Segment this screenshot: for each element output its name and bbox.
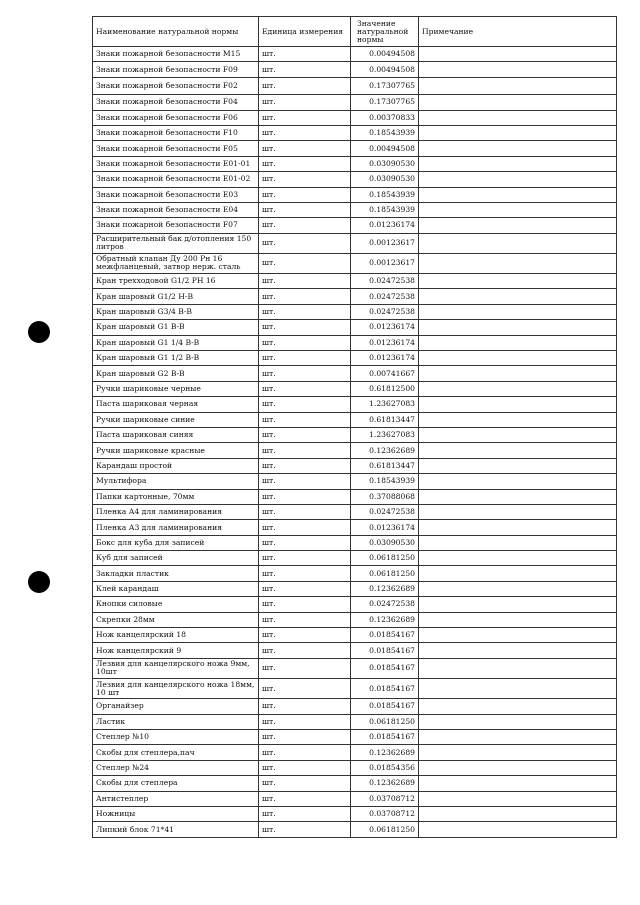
cell-value: 0.01236174 [351, 335, 419, 350]
cell-name: Кнопки силовые [93, 597, 259, 612]
table-row [93, 791, 617, 806]
table-row [93, 520, 617, 535]
cell-unit: шт. [259, 412, 351, 427]
cell-value: 0.12362689 [351, 745, 419, 760]
table-row [93, 822, 617, 837]
table-row [93, 489, 617, 504]
cell-name: Степлер №10 [93, 729, 259, 744]
cell-unit: шт. [259, 535, 351, 550]
cell-value: 0.01854167 [351, 658, 419, 678]
cell-note [419, 806, 617, 821]
cell-note [419, 658, 617, 678]
cell-note [419, 412, 617, 427]
norms-table-container [92, 16, 617, 838]
cell-note [419, 520, 617, 535]
cell-value: 0.06181250 [351, 566, 419, 581]
cell-name: Знаки пожарной безопасности E01-01 [93, 156, 259, 171]
table-row [93, 47, 617, 62]
header-value: Значение натуральной нормы [351, 17, 419, 47]
cell-unit: шт. [259, 474, 351, 489]
cell-name: Степлер №24 [93, 760, 259, 775]
cell-note [419, 628, 617, 643]
cell-name: Куб для записей [93, 551, 259, 566]
table-row [93, 172, 617, 187]
cell-note [419, 77, 617, 94]
cell-unit: шт. [259, 566, 351, 581]
cell-unit: шт. [259, 643, 351, 658]
cell-note [419, 760, 617, 775]
table-row [93, 699, 617, 714]
cell-note [419, 95, 617, 110]
cell-note [419, 474, 617, 489]
cell-value: 0.12362689 [351, 776, 419, 791]
cell-unit: шт. [259, 397, 351, 412]
cell-unit: шт. [259, 714, 351, 729]
cell-value: 0.03708712 [351, 806, 419, 821]
cell-unit: шт. [259, 233, 351, 253]
cell-name: Мультифора [93, 474, 259, 489]
cell-note [419, 397, 617, 412]
cell-unit: шт. [259, 218, 351, 233]
cell-note [419, 535, 617, 550]
cell-note [419, 822, 617, 837]
cell-note [419, 714, 617, 729]
cell-note [419, 304, 617, 319]
cell-unit: шт. [259, 520, 351, 535]
cell-name: Знаки пожарной безопасности F04 [93, 95, 259, 110]
table-row [93, 218, 617, 233]
table-row [93, 95, 617, 110]
cell-note [419, 381, 617, 396]
cell-value: 0.03090530 [351, 172, 419, 187]
cell-note [419, 187, 617, 202]
cell-unit: шт. [259, 304, 351, 319]
cell-value: 0.12362689 [351, 443, 419, 458]
cell-note [419, 729, 617, 744]
cell-unit: шт. [259, 381, 351, 396]
table-row [93, 320, 617, 335]
cell-name: Антистеплер [93, 791, 259, 806]
cell-name: Клей карандаш [93, 581, 259, 596]
table-row [93, 443, 617, 458]
table-row [93, 776, 617, 791]
cell-unit: шт. [259, 551, 351, 566]
cell-note [419, 427, 617, 442]
cell-name: Нож канцелярский 9 [93, 643, 259, 658]
table-header-row [93, 17, 617, 47]
cell-note [419, 156, 617, 171]
table-row [93, 77, 617, 94]
table-row [93, 351, 617, 366]
cell-value: 0.00494508 [351, 141, 419, 156]
table-row [93, 253, 617, 273]
cell-value: 0.12362689 [351, 612, 419, 627]
table-row [93, 412, 617, 427]
cell-unit: шт. [259, 729, 351, 744]
table-row [93, 628, 617, 643]
cell-unit: шт. [259, 320, 351, 335]
cell-name: Нож канцелярский 18 [93, 628, 259, 643]
cell-value: 0.61813447 [351, 458, 419, 473]
cell-unit: шт. [259, 597, 351, 612]
table-row [93, 274, 617, 289]
cell-name: Знаки пожарной безопасности М15 [93, 47, 259, 62]
cell-name: Знаки пожарной безопасности F02 [93, 77, 259, 94]
table-row [93, 187, 617, 202]
cell-name: Знаки пожарной безопасности F06 [93, 110, 259, 125]
cell-value: 0.17307765 [351, 95, 419, 110]
table-row [93, 427, 617, 442]
cell-note [419, 679, 617, 699]
cell-value: 0.01854356 [351, 760, 419, 775]
cell-value: 0.01236174 [351, 320, 419, 335]
cell-name: Кран трехходовой G1/2 PH 16 [93, 274, 259, 289]
cell-name: Ручки шариковые синие [93, 412, 259, 427]
cell-name: Кран шаровый G1 1/4 В-В [93, 335, 259, 350]
cell-name: Ручки шариковые красные [93, 443, 259, 458]
table-row [93, 597, 617, 612]
table-row [93, 304, 617, 319]
cell-note [419, 458, 617, 473]
cell-value: 0.03090530 [351, 156, 419, 171]
cell-note [419, 443, 617, 458]
header-name: Наименование натуральной нормы [93, 17, 259, 47]
cell-name: Ластик [93, 714, 259, 729]
cell-unit: шт. [259, 458, 351, 473]
cell-value: 0.02472538 [351, 274, 419, 289]
table-row [93, 643, 617, 658]
cell-unit: шт. [259, 791, 351, 806]
cell-unit: шт. [259, 504, 351, 519]
cell-unit: шт. [259, 760, 351, 775]
cell-value: 0.03708712 [351, 791, 419, 806]
cell-unit: шт. [259, 289, 351, 304]
cell-name: Кран шаровый G2 В-В [93, 366, 259, 381]
table-row [93, 535, 617, 550]
cell-unit: шт. [259, 822, 351, 837]
table-row [93, 745, 617, 760]
cell-value: 0.02472538 [351, 304, 419, 319]
table-row [93, 806, 617, 821]
table-row [93, 474, 617, 489]
cell-value: 0.01236174 [351, 520, 419, 535]
cell-name: Расширительный бак д/отопления 150 литров [93, 233, 259, 253]
cell-value: 0.02472538 [351, 289, 419, 304]
cell-value: 0.00494508 [351, 62, 419, 77]
cell-value: 0.61813447 [351, 412, 419, 427]
cell-unit: шт. [259, 658, 351, 678]
cell-unit: шт. [259, 443, 351, 458]
cell-unit: шт. [259, 427, 351, 442]
cell-unit: шт. [259, 274, 351, 289]
table-row [93, 289, 617, 304]
cell-name: Паста шариковая черная [93, 397, 259, 412]
cell-value: 0.37088068 [351, 489, 419, 504]
cell-name: Кран шаровый G1/2 Н-В [93, 289, 259, 304]
cell-unit: шт. [259, 95, 351, 110]
table-row [93, 335, 617, 350]
cell-value: 0.00741667 [351, 366, 419, 381]
table-row [93, 729, 617, 744]
header-note: Примечание [419, 17, 617, 47]
cell-name: Скобы для степлера,пач [93, 745, 259, 760]
cell-value: 0.00123617 [351, 233, 419, 253]
cell-name: Лезвия для канцелярского ножа 9мм, 10шт [93, 658, 259, 678]
cell-unit: шт. [259, 612, 351, 627]
cell-value: 0.00123617 [351, 253, 419, 273]
cell-note [419, 335, 617, 350]
cell-value: 0.01854167 [351, 699, 419, 714]
cell-value: 0.61812500 [351, 381, 419, 396]
cell-value: 0.00494508 [351, 47, 419, 62]
cell-value: 0.02472538 [351, 597, 419, 612]
table-row [93, 658, 617, 678]
cell-unit: шт. [259, 776, 351, 791]
cell-note [419, 699, 617, 714]
cell-value: 0.01854167 [351, 628, 419, 643]
cell-value: 0.06181250 [351, 714, 419, 729]
cell-unit: шт. [259, 335, 351, 350]
table-row [93, 397, 617, 412]
table-row [93, 760, 617, 775]
cell-name: Ножницы [93, 806, 259, 821]
cell-value: 0.18543939 [351, 474, 419, 489]
cell-note [419, 202, 617, 217]
cell-note [419, 366, 617, 381]
punch-hole-top [28, 321, 50, 343]
cell-note [419, 62, 617, 77]
cell-name: Паста шариковая синяя [93, 427, 259, 442]
table-row [93, 125, 617, 140]
table-row [93, 202, 617, 217]
cell-unit: шт. [259, 47, 351, 62]
cell-unit: шт. [259, 110, 351, 125]
cell-name: Кран шаровый G1 В-В [93, 320, 259, 335]
cell-note [419, 566, 617, 581]
cell-name: Липкий блок 71*41 [93, 822, 259, 837]
cell-unit: шт. [259, 172, 351, 187]
cell-value: 0.18543939 [351, 125, 419, 140]
cell-name: Скрепки 28мм [93, 612, 259, 627]
cell-name: Кран шаровый G1 1/2 В-В [93, 351, 259, 366]
table-row [93, 141, 617, 156]
cell-unit: шт. [259, 745, 351, 760]
table-row [93, 458, 617, 473]
cell-note [419, 489, 617, 504]
table-row [93, 62, 617, 77]
cell-name: Знаки пожарной безопасности F07 [93, 218, 259, 233]
table-row [93, 566, 617, 581]
cell-unit: шт. [259, 202, 351, 217]
cell-name: Обратный клапан Ду 200 Рн 16 межфланцевый, затвор нерж. сталь [93, 253, 259, 273]
cell-unit: шт. [259, 156, 351, 171]
cell-note [419, 141, 617, 156]
table-row [93, 156, 617, 171]
cell-value: 0.01236174 [351, 351, 419, 366]
cell-note [419, 551, 617, 566]
cell-name: Органайзер [93, 699, 259, 714]
cell-note [419, 612, 617, 627]
table-row [93, 110, 617, 125]
cell-note [419, 110, 617, 125]
cell-value: 0.01854167 [351, 729, 419, 744]
cell-note [419, 125, 617, 140]
cell-unit: шт. [259, 351, 351, 366]
cell-value: 0.03090530 [351, 535, 419, 550]
cell-unit: шт. [259, 253, 351, 273]
cell-name: Пленка А3 для ламинирования [93, 520, 259, 535]
table-row [93, 233, 617, 253]
cell-name: Знаки пожарной безопасности E03 [93, 187, 259, 202]
cell-name: Знаки пожарной безопасности E01-02 [93, 172, 259, 187]
cell-value: 0.01854167 [351, 643, 419, 658]
cell-name: Карандаш простой [93, 458, 259, 473]
cell-value: 0.17307765 [351, 77, 419, 94]
cell-unit: шт. [259, 581, 351, 596]
table-row [93, 612, 617, 627]
table-row [93, 504, 617, 519]
cell-unit: шт. [259, 489, 351, 504]
cell-value: 0.12362689 [351, 581, 419, 596]
cell-name: Знаки пожарной безопасности F05 [93, 141, 259, 156]
table-row [93, 679, 617, 699]
cell-value: 0.00370833 [351, 110, 419, 125]
cell-unit: шт. [259, 62, 351, 77]
table-row [93, 714, 617, 729]
cell-value: 0.01854167 [351, 679, 419, 699]
cell-note [419, 289, 617, 304]
table-row [93, 381, 617, 396]
cell-name: Папки картонные, 70мм [93, 489, 259, 504]
cell-name: Пленка А4 для ламинирования [93, 504, 259, 519]
cell-name: Кран шаровый G3/4 В-В [93, 304, 259, 319]
cell-value: 1.23627083 [351, 427, 419, 442]
cell-note [419, 253, 617, 273]
cell-unit: шт. [259, 699, 351, 714]
cell-unit: шт. [259, 628, 351, 643]
cell-note [419, 47, 617, 62]
cell-unit: шт. [259, 77, 351, 94]
cell-unit: шт. [259, 141, 351, 156]
cell-unit: шт. [259, 806, 351, 821]
cell-name: Лезвия для канцелярского ножа 18мм, 10 шт [93, 679, 259, 699]
cell-value: 0.06181250 [351, 551, 419, 566]
table-row [93, 366, 617, 381]
cell-note [419, 581, 617, 596]
cell-value: 0.02472538 [351, 504, 419, 519]
cell-note [419, 274, 617, 289]
cell-note [419, 597, 617, 612]
norms-table [92, 16, 617, 838]
cell-unit: шт. [259, 187, 351, 202]
cell-name: Знаки пожарной безопасности F10 [93, 125, 259, 140]
header-unit: Единица измерения [259, 17, 351, 47]
cell-note [419, 320, 617, 335]
cell-note [419, 776, 617, 791]
cell-name: Скобы для степлера [93, 776, 259, 791]
punch-hole-bottom [28, 571, 50, 593]
cell-note [419, 351, 617, 366]
cell-value: 0.18543939 [351, 202, 419, 217]
cell-name: Закладки пластик [93, 566, 259, 581]
cell-note [419, 643, 617, 658]
cell-note [419, 218, 617, 233]
cell-note [419, 233, 617, 253]
table-row [93, 581, 617, 596]
cell-value: 0.06181250 [351, 822, 419, 837]
cell-unit: шт. [259, 125, 351, 140]
table-row [93, 551, 617, 566]
cell-unit: шт. [259, 679, 351, 699]
cell-name: Бокс для куба для записей [93, 535, 259, 550]
cell-name: Знаки пожарной безопасности E04 [93, 202, 259, 217]
cell-value: 0.01236174 [351, 218, 419, 233]
cell-note [419, 172, 617, 187]
cell-unit: шт. [259, 366, 351, 381]
cell-name: Знаки пожарной безопасности F09 [93, 62, 259, 77]
table-body [93, 47, 617, 838]
cell-value: 1.23627083 [351, 397, 419, 412]
cell-note [419, 504, 617, 519]
cell-name: Ручки шариковые черные [93, 381, 259, 396]
cell-value: 0.18543939 [351, 187, 419, 202]
cell-note [419, 745, 617, 760]
cell-note [419, 791, 617, 806]
